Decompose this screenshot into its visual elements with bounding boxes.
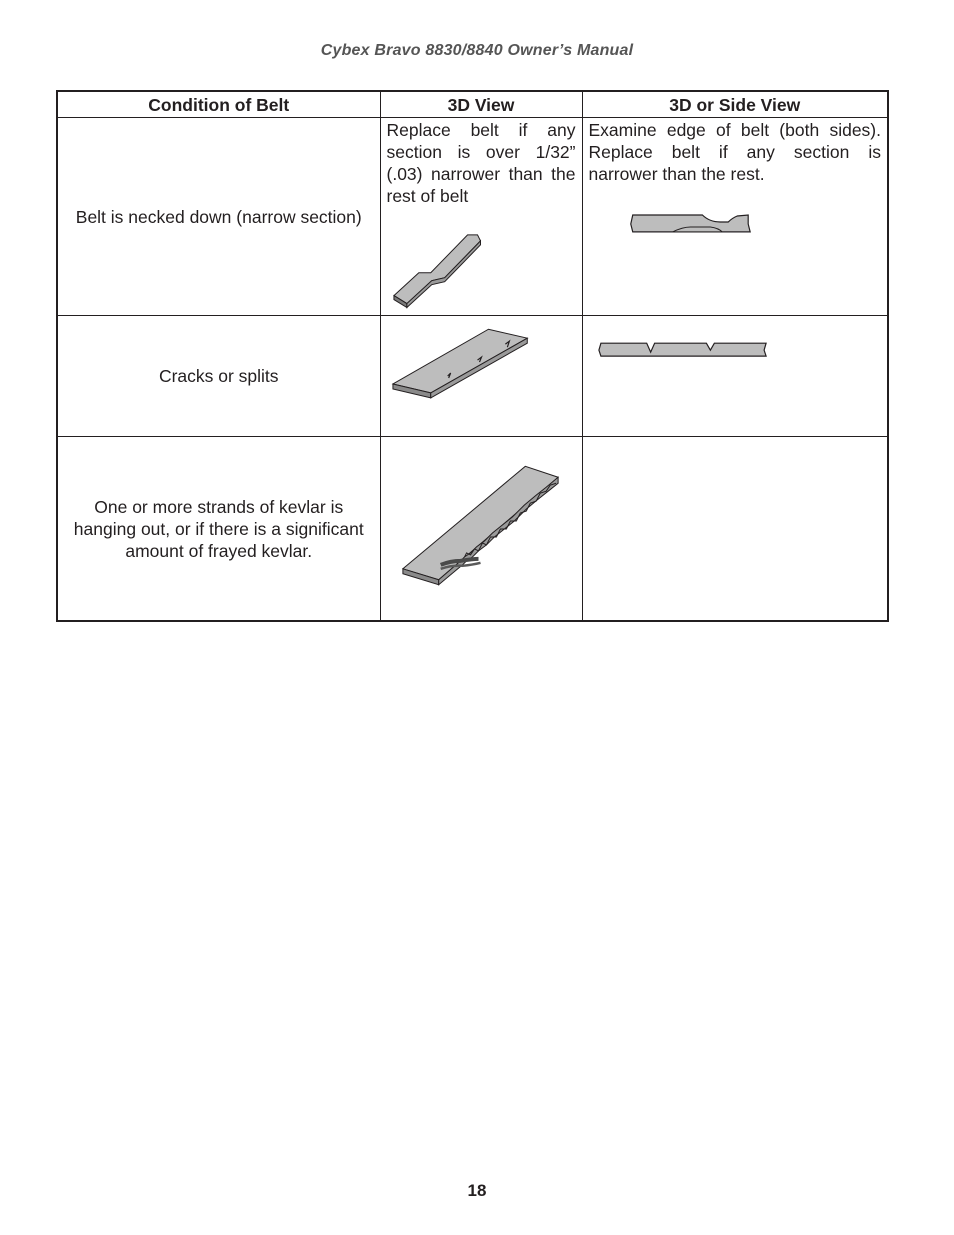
view3d-cell (380, 316, 582, 437)
table-row (57, 118, 888, 316)
belt-condition-table (56, 90, 889, 622)
table-row (57, 437, 888, 622)
column-header-side-view: 3D or Side View (582, 91, 888, 118)
column-header-3d-view: 3D View (380, 91, 582, 118)
cracked-belt-side-illustration (583, 316, 888, 436)
column-header-condition: Condition of Belt (57, 91, 380, 118)
frayed-belt-3d-illustration (381, 437, 582, 620)
condition-cell: Belt is necked down (narrow section) (57, 118, 380, 316)
page-number: 18 (467, 1181, 487, 1200)
table-row (57, 316, 888, 437)
condition-cell: Cracks or splits (57, 316, 380, 437)
view3d-instruction: Replace belt if any section is over 1/32” (.03) narrower than the rest of belt (386, 120, 576, 206)
table-header-row (57, 91, 888, 118)
running-header: Cybex Bravo 8830/8840 Owner’s Manual (320, 42, 634, 59)
necked-belt-3d-illustration (381, 118, 582, 315)
condition-cell: One or more strands of kevlar is hanging out, or if there is a significant amount of frayed kevlar. (57, 437, 380, 622)
view3d-cell (380, 118, 582, 316)
side-view-cell (582, 316, 888, 437)
cracked-belt-3d-illustration (381, 316, 582, 436)
view3d-cell (380, 437, 582, 622)
necked-belt-side-illustration (583, 118, 888, 315)
side-view-instruction: Examine edge of belt (both sides). Replace belt if any section is narrower than the rest. (588, 120, 881, 184)
side-view-cell (582, 437, 888, 622)
side-view-cell (582, 118, 888, 316)
